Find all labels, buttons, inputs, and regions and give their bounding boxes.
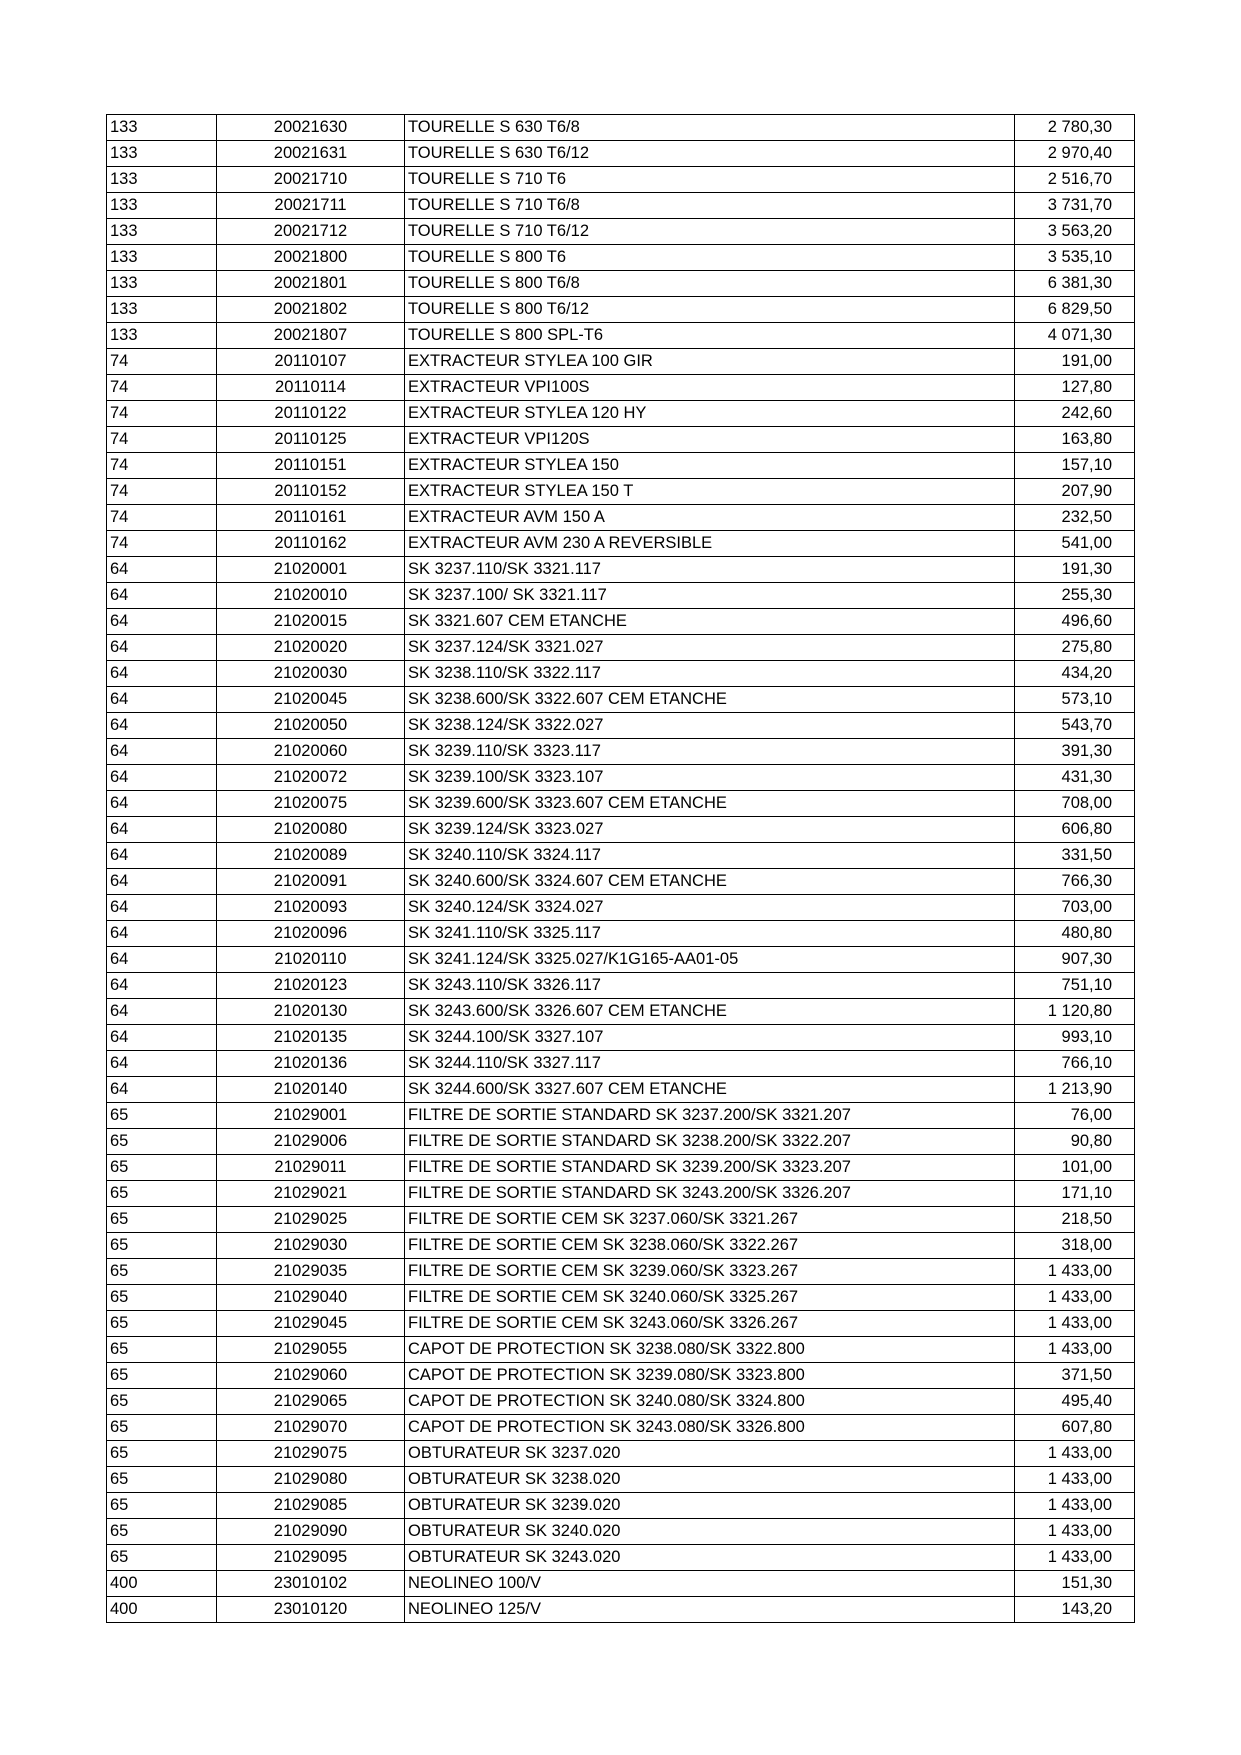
table-row [107,1207,1135,1233]
row-article-code: 21020001 [217,557,405,583]
row-group-number: 64 [107,895,217,921]
row-article-code: 21020140 [217,1077,405,1103]
row-group-number: 64 [107,817,217,843]
row-price: 766,30 [1015,869,1135,895]
row-description: FILTRE DE SORTIE STANDARD SK 3238.200/SK 3322.207 [405,1129,1015,1155]
row-group-number: 74 [107,531,217,557]
row-article-code: 21029030 [217,1233,405,1259]
row-description: CAPOT DE PROTECTION SK 3240.080/SK 3324.800 [405,1389,1015,1415]
row-article-code: 21029011 [217,1155,405,1181]
row-article-code: 21020060 [217,739,405,765]
row-description: SK 3240.600/SK 3324.607 CEM ETANCHE [405,869,1015,895]
row-price: 242,60 [1015,401,1135,427]
row-article-code: 21020050 [217,713,405,739]
row-article-code: 23010102 [217,1571,405,1597]
row-group-number: 64 [107,1077,217,1103]
row-article-code: 21029040 [217,1285,405,1311]
row-article-code: 21020110 [217,947,405,973]
table-row [107,687,1135,713]
row-article-code: 21020010 [217,583,405,609]
row-description: FILTRE DE SORTIE CEM SK 3237.060/SK 3321.267 [405,1207,1015,1233]
row-article-code: 21020075 [217,791,405,817]
row-price: 1 433,00 [1015,1467,1135,1493]
table-row [107,323,1135,349]
row-article-code: 21020135 [217,1025,405,1051]
row-group-number: 64 [107,609,217,635]
row-price: 993,10 [1015,1025,1135,1051]
row-description: TOURELLE S 710 T6/12 [405,219,1015,245]
row-price: 573,10 [1015,687,1135,713]
row-group-number: 65 [107,1519,217,1545]
row-group-number: 65 [107,1363,217,1389]
table-row [107,1389,1135,1415]
row-group-number: 65 [107,1181,217,1207]
row-group-number: 65 [107,1493,217,1519]
row-group-number: 74 [107,479,217,505]
table-row [107,1233,1135,1259]
table-row [107,583,1135,609]
table-row [107,1051,1135,1077]
row-article-code: 20110125 [217,427,405,453]
row-description: TOURELLE S 710 T6 [405,167,1015,193]
row-description: SK 3237.124/SK 3321.027 [405,635,1015,661]
row-price: 1 433,00 [1015,1337,1135,1363]
row-price: 157,10 [1015,453,1135,479]
row-price: 607,80 [1015,1415,1135,1441]
row-article-code: 21020072 [217,765,405,791]
row-description: TOURELLE S 630 T6/8 [405,115,1015,141]
row-price: 495,40 [1015,1389,1135,1415]
row-article-code: 21029070 [217,1415,405,1441]
row-group-number: 65 [107,1415,217,1441]
table-row [107,635,1135,661]
row-group-number: 400 [107,1571,217,1597]
row-group-number: 65 [107,1129,217,1155]
row-group-number: 74 [107,505,217,531]
row-price: 708,00 [1015,791,1135,817]
row-price: 2 516,70 [1015,167,1135,193]
row-price: 218,50 [1015,1207,1135,1233]
row-description: SK 3243.600/SK 3326.607 CEM ETANCHE [405,999,1015,1025]
row-description: EXTRACTEUR VPI100S [405,375,1015,401]
row-price: 4 071,30 [1015,323,1135,349]
row-article-code: 21020045 [217,687,405,713]
row-description: FILTRE DE SORTIE STANDARD SK 3237.200/SK 3321.207 [405,1103,1015,1129]
table-row [107,1545,1135,1571]
row-description: TOURELLE S 800 T6 [405,245,1015,271]
row-price: 191,30 [1015,557,1135,583]
table-row [107,375,1135,401]
row-description: SK 3240.124/SK 3324.027 [405,895,1015,921]
table-row [107,401,1135,427]
row-article-code: 21029065 [217,1389,405,1415]
table-row [107,167,1135,193]
table-row [107,1259,1135,1285]
row-description: SK 3238.110/SK 3322.117 [405,661,1015,687]
row-article-code: 21020020 [217,635,405,661]
table-row [107,843,1135,869]
table-row [107,1519,1135,1545]
row-price: 171,10 [1015,1181,1135,1207]
row-group-number: 65 [107,1545,217,1571]
row-price: 1 120,80 [1015,999,1135,1025]
row-price: 232,50 [1015,505,1135,531]
row-description: TOURELLE S 800 T6/8 [405,271,1015,297]
row-group-number: 65 [107,1311,217,1337]
row-description: OBTURATEUR SK 3240.020 [405,1519,1015,1545]
row-price: 318,00 [1015,1233,1135,1259]
row-price: 907,30 [1015,947,1135,973]
row-article-code: 21020089 [217,843,405,869]
row-group-number: 133 [107,297,217,323]
row-description: TOURELLE S 710 T6/8 [405,193,1015,219]
table-row [107,479,1135,505]
row-group-number: 64 [107,687,217,713]
table-row [107,115,1135,141]
row-group-number: 64 [107,661,217,687]
table-row [107,531,1135,557]
row-description: FILTRE DE SORTIE STANDARD SK 3243.200/SK 3326.207 [405,1181,1015,1207]
row-description: SK 3244.110/SK 3327.117 [405,1051,1015,1077]
row-price: 90,80 [1015,1129,1135,1155]
row-description: EXTRACTEUR VPI120S [405,427,1015,453]
row-group-number: 64 [107,1051,217,1077]
row-group-number: 133 [107,115,217,141]
row-description: SK 3244.100/SK 3327.107 [405,1025,1015,1051]
row-article-code: 21020136 [217,1051,405,1077]
row-price: 541,00 [1015,531,1135,557]
table-row [107,245,1135,271]
table-row [107,739,1135,765]
row-article-code: 21029025 [217,1207,405,1233]
table-row [107,999,1135,1025]
row-group-number: 65 [107,1467,217,1493]
row-article-code: 20021631 [217,141,405,167]
row-group-number: 65 [107,1441,217,1467]
table-row [107,973,1135,999]
row-price: 1 433,00 [1015,1285,1135,1311]
row-group-number: 133 [107,141,217,167]
row-price: 431,30 [1015,765,1135,791]
row-description: SK 3238.124/SK 3322.027 [405,713,1015,739]
row-description: SK 3239.600/SK 3323.607 CEM ETANCHE [405,791,1015,817]
row-group-number: 65 [107,1207,217,1233]
row-article-code: 20021630 [217,115,405,141]
row-price: 1 433,00 [1015,1519,1135,1545]
row-description: TOURELLE S 800 T6/12 [405,297,1015,323]
row-price: 331,50 [1015,843,1135,869]
row-article-code: 21029006 [217,1129,405,1155]
row-group-number: 65 [107,1259,217,1285]
table-row [107,505,1135,531]
row-price: 275,80 [1015,635,1135,661]
row-price: 703,00 [1015,895,1135,921]
row-description: SK 3241.124/SK 3325.027/K1G165-AA01-05 [405,947,1015,973]
row-description: CAPOT DE PROTECTION SK 3239.080/SK 3323.800 [405,1363,1015,1389]
table-row [107,297,1135,323]
table-row [107,921,1135,947]
row-group-number: 65 [107,1155,217,1181]
table-row [107,661,1135,687]
row-description: EXTRACTEUR STYLEA 120 HY [405,401,1015,427]
row-article-code: 20021710 [217,167,405,193]
row-article-code: 21029035 [217,1259,405,1285]
table-row [107,765,1135,791]
row-description: NEOLINEO 125/V [405,1597,1015,1623]
table-row [107,193,1135,219]
row-group-number: 64 [107,635,217,661]
row-price: 3 731,70 [1015,193,1135,219]
row-price: 191,00 [1015,349,1135,375]
price-list-table [106,114,1135,1623]
row-article-code: 20021801 [217,271,405,297]
row-article-code: 20021807 [217,323,405,349]
row-price: 1 433,00 [1015,1311,1135,1337]
table-row [107,713,1135,739]
table-row [107,817,1135,843]
row-description: FILTRE DE SORTIE CEM SK 3243.060/SK 3326.267 [405,1311,1015,1337]
table-row [107,1155,1135,1181]
table-row [107,947,1135,973]
row-group-number: 65 [107,1389,217,1415]
row-group-number: 133 [107,323,217,349]
table-row [107,895,1135,921]
row-price: 163,80 [1015,427,1135,453]
row-price: 3 535,10 [1015,245,1135,271]
row-article-code: 20021711 [217,193,405,219]
row-article-code: 21029060 [217,1363,405,1389]
row-description: OBTURATEUR SK 3237.020 [405,1441,1015,1467]
row-description: SK 3239.100/SK 3323.107 [405,765,1015,791]
row-description: EXTRACTEUR STYLEA 100 GIR [405,349,1015,375]
row-article-code: 21020096 [217,921,405,947]
row-price: 3 563,20 [1015,219,1135,245]
row-price: 480,80 [1015,921,1135,947]
row-group-number: 133 [107,167,217,193]
row-article-code: 21029095 [217,1545,405,1571]
table-row [107,609,1135,635]
row-description: CAPOT DE PROTECTION SK 3238.080/SK 3322.800 [405,1337,1015,1363]
table-row [107,219,1135,245]
row-description: EXTRACTEUR AVM 230 A REVERSIBLE [405,531,1015,557]
row-description: CAPOT DE PROTECTION SK 3243.080/SK 3326.800 [405,1415,1015,1441]
table-row [107,1337,1135,1363]
row-description: TOURELLE S 630 T6/12 [405,141,1015,167]
row-price: 766,10 [1015,1051,1135,1077]
row-article-code: 20021800 [217,245,405,271]
row-article-code: 21020093 [217,895,405,921]
row-group-number: 64 [107,765,217,791]
row-price: 6 829,50 [1015,297,1135,323]
row-price: 76,00 [1015,1103,1135,1129]
row-price: 496,60 [1015,609,1135,635]
row-group-number: 65 [107,1233,217,1259]
row-price: 391,30 [1015,739,1135,765]
row-description: TOURELLE S 800 SPL-T6 [405,323,1015,349]
row-group-number: 74 [107,453,217,479]
row-group-number: 400 [107,1597,217,1623]
row-group-number: 64 [107,947,217,973]
table-row [107,557,1135,583]
row-group-number: 133 [107,193,217,219]
table-row [107,1103,1135,1129]
row-description: OBTURATEUR SK 3238.020 [405,1467,1015,1493]
row-price: 207,90 [1015,479,1135,505]
row-description: SK 3243.110/SK 3326.117 [405,973,1015,999]
row-description: EXTRACTEUR AVM 150 A [405,505,1015,531]
row-price: 1 433,00 [1015,1545,1135,1571]
row-description: SK 3237.100/ SK 3321.117 [405,583,1015,609]
table-row [107,1415,1135,1441]
row-description: SK 3239.124/SK 3323.027 [405,817,1015,843]
row-price: 2 970,40 [1015,141,1135,167]
row-description: SK 3237.110/SK 3321.117 [405,557,1015,583]
table-row [107,1311,1135,1337]
row-group-number: 64 [107,973,217,999]
row-description: SK 3244.600/SK 3327.607 CEM ETANCHE [405,1077,1015,1103]
row-price: 751,10 [1015,973,1135,999]
row-group-number: 64 [107,791,217,817]
row-group-number: 65 [107,1337,217,1363]
table-row [107,1129,1135,1155]
row-description: SK 3321.607 CEM ETANCHE [405,609,1015,635]
row-article-code: 23010120 [217,1597,405,1623]
row-price: 434,20 [1015,661,1135,687]
table-row [107,1181,1135,1207]
row-group-number: 64 [107,583,217,609]
table-row [107,1441,1135,1467]
row-group-number: 64 [107,869,217,895]
row-price: 1 433,00 [1015,1441,1135,1467]
row-price: 606,80 [1015,817,1135,843]
row-article-code: 20021712 [217,219,405,245]
row-group-number: 64 [107,739,217,765]
row-description: OBTURATEUR SK 3239.020 [405,1493,1015,1519]
row-article-code: 21020015 [217,609,405,635]
row-article-code: 21029075 [217,1441,405,1467]
row-article-code: 20110107 [217,349,405,375]
row-description: FILTRE DE SORTIE CEM SK 3240.060/SK 3325.267 [405,1285,1015,1311]
row-article-code: 21029055 [217,1337,405,1363]
row-price: 1 433,00 [1015,1493,1135,1519]
table-row [107,349,1135,375]
row-article-code: 21029045 [217,1311,405,1337]
row-group-number: 64 [107,999,217,1025]
row-description: SK 3238.600/SK 3322.607 CEM ETANCHE [405,687,1015,713]
table-row [107,453,1135,479]
row-description: OBTURATEUR SK 3243.020 [405,1545,1015,1571]
row-description: SK 3239.110/SK 3323.117 [405,739,1015,765]
table-row [107,1597,1135,1623]
row-price: 2 780,30 [1015,115,1135,141]
row-description: EXTRACTEUR STYLEA 150 T [405,479,1015,505]
row-group-number: 133 [107,271,217,297]
row-article-code: 21020091 [217,869,405,895]
row-article-code: 20110152 [217,479,405,505]
table-row [107,1363,1135,1389]
row-group-number: 133 [107,219,217,245]
table-row [107,1025,1135,1051]
row-group-number: 133 [107,245,217,271]
row-group-number: 65 [107,1285,217,1311]
row-article-code: 21029080 [217,1467,405,1493]
row-article-code: 20110162 [217,531,405,557]
row-article-code: 21020130 [217,999,405,1025]
row-description: SK 3241.110/SK 3325.117 [405,921,1015,947]
row-article-code: 20110151 [217,453,405,479]
row-article-code: 20021802 [217,297,405,323]
row-price: 371,50 [1015,1363,1135,1389]
table-row [107,141,1135,167]
row-description: EXTRACTEUR STYLEA 150 [405,453,1015,479]
row-price: 127,80 [1015,375,1135,401]
row-article-code: 20110114 [217,375,405,401]
row-group-number: 64 [107,557,217,583]
table-row [107,791,1135,817]
row-group-number: 64 [107,843,217,869]
row-article-code: 21020080 [217,817,405,843]
table-row [107,1285,1135,1311]
row-group-number: 64 [107,713,217,739]
row-price: 151,30 [1015,1571,1135,1597]
row-description: FILTRE DE SORTIE CEM SK 3239.060/SK 3323.267 [405,1259,1015,1285]
table-row [107,1571,1135,1597]
row-article-code: 21029085 [217,1493,405,1519]
row-description: FILTRE DE SORTIE STANDARD SK 3239.200/SK 3323.207 [405,1155,1015,1181]
row-article-code: 21029001 [217,1103,405,1129]
table-row [107,427,1135,453]
row-article-code: 21029021 [217,1181,405,1207]
row-article-code: 20110161 [217,505,405,531]
row-group-number: 64 [107,1025,217,1051]
row-description: FILTRE DE SORTIE CEM SK 3238.060/SK 3322.267 [405,1233,1015,1259]
row-price: 255,30 [1015,583,1135,609]
row-group-number: 65 [107,1103,217,1129]
table-row [107,271,1135,297]
row-group-number: 64 [107,921,217,947]
row-group-number: 74 [107,349,217,375]
table-row [107,869,1135,895]
row-article-code: 21020123 [217,973,405,999]
row-price: 1 213,90 [1015,1077,1135,1103]
row-price: 143,20 [1015,1597,1135,1623]
row-article-code: 21029090 [217,1519,405,1545]
row-group-number: 74 [107,375,217,401]
row-price: 543,70 [1015,713,1135,739]
row-description: NEOLINEO 100/V [405,1571,1015,1597]
table-row [107,1077,1135,1103]
row-article-code: 21020030 [217,661,405,687]
row-price: 101,00 [1015,1155,1135,1181]
row-price: 1 433,00 [1015,1259,1135,1285]
table-row [107,1493,1135,1519]
row-group-number: 74 [107,427,217,453]
row-article-code: 20110122 [217,401,405,427]
table-row [107,1467,1135,1493]
row-price: 6 381,30 [1015,271,1135,297]
row-group-number: 74 [107,401,217,427]
row-description: SK 3240.110/SK 3324.117 [405,843,1015,869]
price-list-body [107,115,1135,1623]
